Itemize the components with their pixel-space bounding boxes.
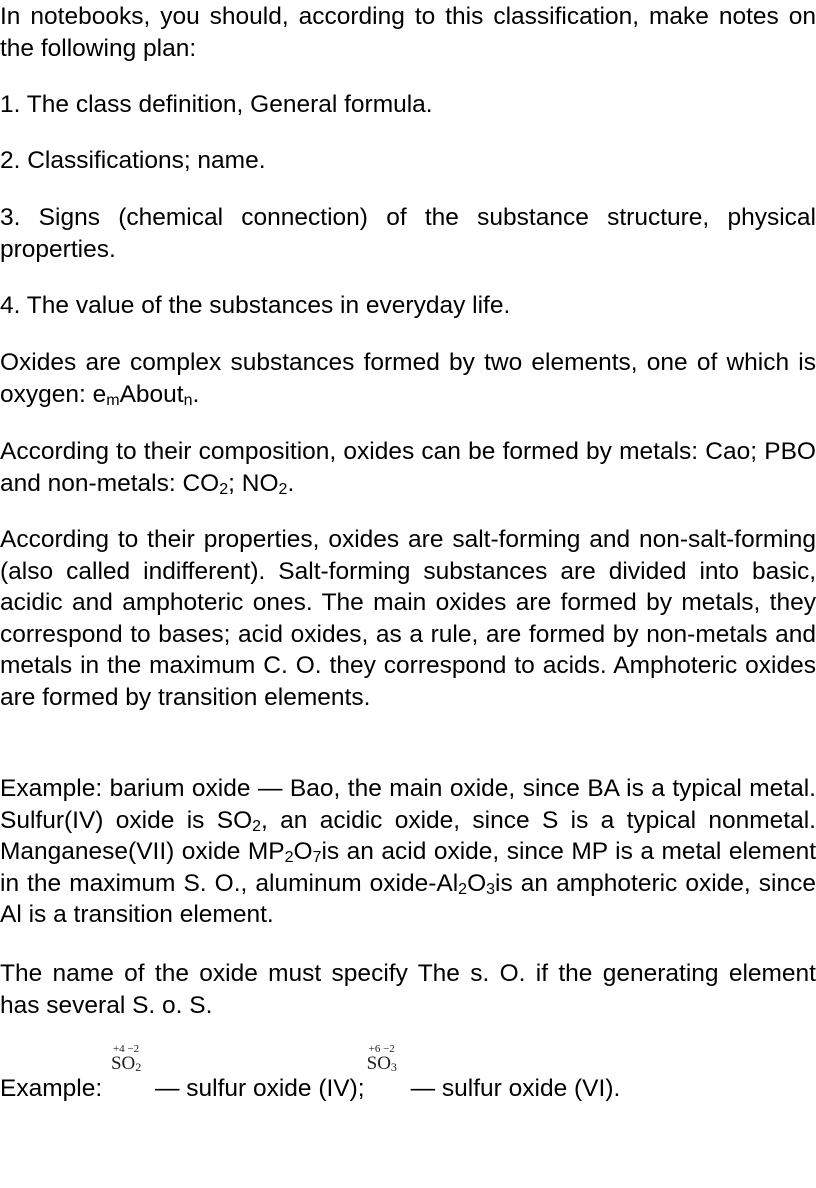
oxides-definition-mid: About: [119, 380, 184, 408]
so2-subscript: 2: [135, 1060, 142, 1074]
composition-end: .: [287, 469, 295, 497]
example-1-part2: , an acidic oxide, since S is a typical nonmetal. Manganese(VII) oxide MP: [0, 806, 816, 865]
oxides-definition-end: .: [192, 380, 200, 408]
example-1-paragraph: [0, 773, 816, 931]
plan-item-4: 4. The value of the substances in everyday life.: [0, 292, 511, 319]
composition-text: According to their composition, oxides can be formed by metals: Cao; PBO and non-metals: CO: [0, 438, 816, 497]
sulfur-trioxide-formula: [365, 1043, 411, 1096]
example-2-text-2: — sulfur oxide (VI).: [410, 1075, 621, 1102]
so3-subscript: 3: [390, 1060, 397, 1074]
subscript-m: m: [106, 391, 120, 409]
composition-mid: ; NO: [228, 469, 279, 497]
plan-item-1: 1. The class definition, General formula.: [0, 91, 433, 118]
composition-paragraph: [0, 436, 816, 499]
subscript-2: 2: [252, 817, 262, 835]
intro-paragraph: In notebooks, you should, according to this classification, make notes on the following plan:: [0, 3, 816, 62]
oxides-definition-text: Oxides are complex substances formed by two elements, one of which is oxygen: e: [0, 349, 816, 408]
oxidation-states-so2: +4 −2: [112, 1043, 140, 1055]
subscript-2: 2: [278, 480, 288, 498]
so2-base: SO: [110, 1053, 136, 1074]
so2-formula: [111, 1054, 141, 1077]
oxidation-states-so3: +6 −2: [368, 1043, 395, 1055]
subscript-2: 2: [458, 880, 468, 898]
plan-item-3: 3. Signs (chemical connection) of the substance structure, physical properties.: [0, 204, 816, 263]
so3-formula: [367, 1054, 397, 1077]
example-2-paragraph: [0, 1043, 816, 1105]
subscript-2: 2: [284, 849, 294, 866]
example-1-part4: is an acid oxide, since MP is a metal element in the maximum S. O., aluminum oxide-Al: [0, 838, 816, 897]
subscript-2: 2: [219, 480, 229, 498]
naming-paragraph: The name of the oxide must specify The s. O. if the generating element has several S. o. S.: [0, 960, 816, 1019]
subscript-7: 7: [312, 849, 322, 866]
example-1-part5: O: [467, 869, 487, 897]
oxides-definition-paragraph: [0, 347, 816, 410]
example-1-part1: Example: barium oxide — Bao, the main oxide, since BA is a typical metal. Sulfur(IV) oxide is SO: [0, 775, 816, 834]
example-2-label: Example:: [0, 1075, 109, 1102]
plan-item-2: 2. Classifications; name.: [0, 147, 266, 174]
subscript-n: n: [183, 391, 193, 409]
example-1-part3: O: [293, 838, 313, 865]
example-1-part6: is an amphoteric oxide, since Al is a transition element.: [0, 869, 816, 928]
subscript-3: 3: [486, 880, 496, 898]
sulfur-dioxide-formula: [109, 1043, 155, 1096]
properties-paragraph: According to their properties, oxides are salt-forming and non-salt-forming (also called indifferent). Salt-forming substances are divided into basic, acidic and amphoteric ones. The main oxides are formed by metals, they correspond to bases; acid oxides, as a rule, are formed by non-metals and metals in the maximum C. O. they correspond to acids. Amphoteric oxides are formed by transition elements.: [0, 526, 816, 711]
example-2-text-1: — sulfur oxide (IV);: [154, 1075, 365, 1102]
so3-base: SO: [366, 1053, 391, 1074]
